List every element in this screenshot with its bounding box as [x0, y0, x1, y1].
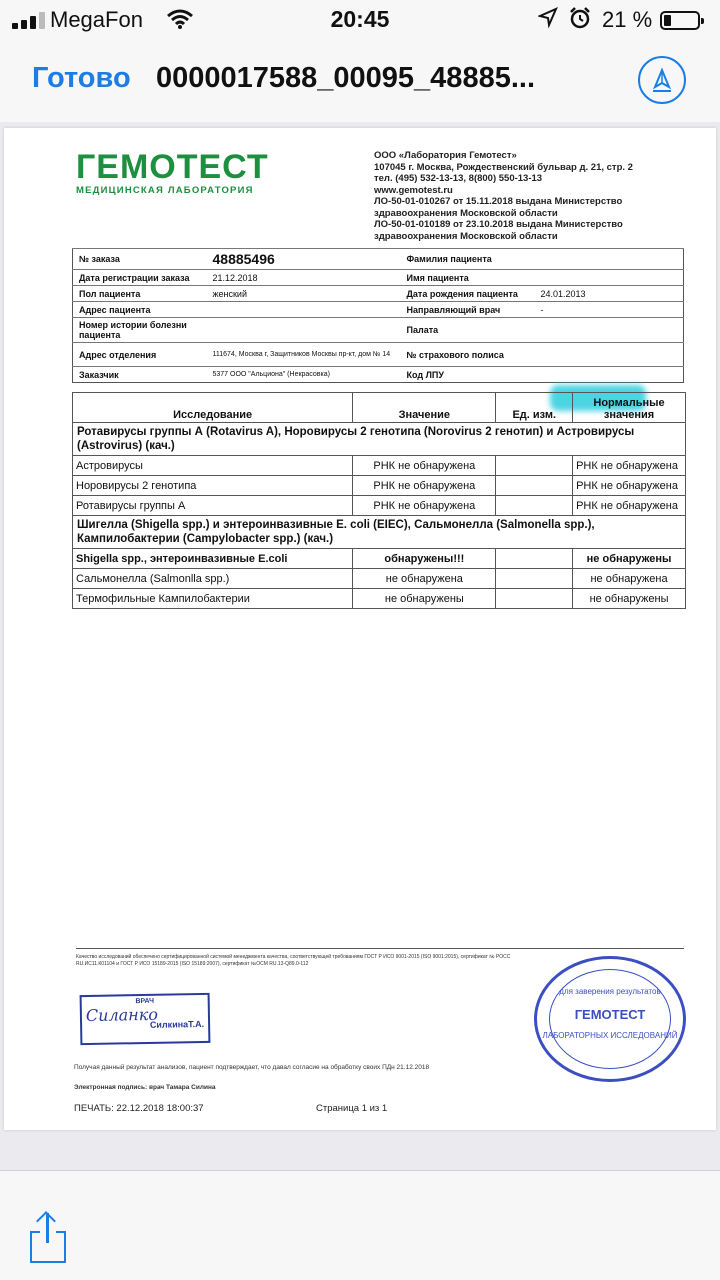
table-row — [73, 589, 686, 609]
study-unit — [496, 456, 573, 476]
sex-value: женский — [207, 286, 401, 302]
table-row — [73, 476, 686, 496]
lab-info-line: 107045 г. Москва, Рождественский бульвар д. 21, стр. 2 — [374, 161, 633, 173]
lab-info-line: ООО «Лаборатория Гемотест» — [374, 150, 517, 161]
lab-info-line: www.gemotest.ru — [374, 184, 453, 196]
study-value: РНК не обнаружена — [353, 456, 496, 476]
lab-logo — [76, 148, 269, 196]
consent-note: Получая данный результат анализов, пациент подтверждает, что давал согласие на обработку своих ПДн 21.12.2018 — [74, 1064, 430, 1071]
patient-info-table — [72, 248, 684, 383]
address-label: Адрес пациента — [73, 302, 207, 318]
study-normal: РНК не обнаружена — [573, 456, 686, 476]
ward-value — [535, 318, 684, 343]
dept-address-label: Адрес отделения — [73, 343, 207, 367]
ward-label: Палата — [401, 318, 535, 343]
study-value: обнаружены!!! — [353, 549, 496, 569]
study-normal: не обнаружена — [573, 569, 686, 589]
study-unit — [496, 569, 573, 589]
study-normal: не обнаружены — [573, 549, 686, 569]
quality-note: Качество исследований обеспечено сертифицированной системой менеджмента качества, соответствующей требованиям ГОСТ Р ИСО 9001-2015 (ISO 9001:2015), сертификат № РОСС RU.ИС11.К01104 и ГОСТ Р ИСО 15189-2015 (ISO 15189:2007), сертификат №ОСМ RU.13-Q89.0-112 — [76, 954, 511, 967]
address-value — [207, 302, 401, 318]
study-name: Сальмонелла (Salmonlla spp.) — [73, 569, 353, 589]
logo-subtitle: МЕДИЦИНСКАЯ ЛАБОРАТОРИЯ — [76, 185, 254, 196]
dob-value: 24.01.2013 — [535, 286, 684, 302]
table-row — [73, 456, 686, 476]
lab-info — [374, 150, 704, 242]
sex-label: Пол пациента — [73, 286, 207, 302]
signature-doctor-label: ВРАЧ — [135, 997, 155, 1006]
lab-info-line: здравоохранения Московской области — [374, 207, 558, 219]
reg-date-value: 21.12.2018 — [207, 270, 401, 286]
study-normal: РНК не обнаружена — [573, 476, 686, 496]
surname-label: Фамилия пациента — [401, 249, 535, 270]
study-value: РНК не обнаружена — [353, 476, 496, 496]
table-row — [73, 496, 686, 516]
electronic-signature: Электронная подпись: врач Тамара Силина — [74, 1084, 216, 1091]
policy-label: № страхового полиса — [401, 343, 535, 367]
table-row — [73, 569, 686, 589]
navigation-bar — [0, 40, 720, 122]
signature-name: СилкинаТ.А. — [149, 1018, 205, 1030]
customer-label: Заказчик — [73, 367, 207, 383]
document-title: 0000017588_00095_48885... — [156, 62, 535, 94]
header-unit: Ед. изм. — [496, 393, 573, 423]
battery-icon — [660, 11, 700, 30]
lpu-label: Код ЛПУ — [401, 367, 535, 383]
customer-value: 5377 ООО "Альциона" (Некрасовка) — [207, 367, 401, 383]
header-study: Исследование — [73, 393, 353, 423]
stamp-bottom-text: ЛАБОРАТОРНЫХ ИССЛЕДОВАНИЙ — [542, 1031, 678, 1040]
doctor-signature-stamp — [80, 993, 211, 1045]
group-title: Шигелла (Shigella spp.) и энтероинвазивные E. coli (EIEC), Сальмонелла (Salmonella spp.), Кампилобактерии (Campylobacter spp.) (кач.) — [73, 516, 686, 549]
location-icon — [538, 6, 558, 34]
ref-doctor-value: - — [535, 302, 684, 318]
header-normal: Нормальные значения — [573, 393, 686, 423]
study-unit — [496, 496, 573, 516]
results-table — [72, 392, 686, 609]
study-normal: не обнаружены — [573, 589, 686, 609]
document-page — [4, 128, 716, 1130]
alarm-icon — [568, 6, 592, 36]
study-normal: РНК не обнаружена — [573, 496, 686, 516]
name-value — [535, 270, 684, 286]
lab-info-line: тел. (495) 532-13-13, 8(800) 550-13-13 — [374, 173, 543, 184]
name-label: Имя пациента — [401, 270, 535, 286]
bottom-toolbar — [0, 1170, 720, 1280]
study-unit — [496, 476, 573, 496]
study-name: Ротавирусы группы А — [73, 496, 353, 516]
history-value — [207, 318, 401, 343]
table-row — [73, 549, 686, 569]
history-label: Номер истории болезни пациента — [73, 318, 207, 343]
policy-value — [535, 343, 684, 367]
status-time: 20:45 — [330, 6, 390, 32]
lpu-value — [535, 367, 684, 383]
order-number: 48885496 — [207, 249, 401, 270]
stamp-brand: ГЕМОТЕСТ — [574, 1007, 646, 1022]
study-value: не обнаружены — [353, 589, 496, 609]
markup-pen-icon[interactable] — [638, 56, 686, 104]
dept-address-value: 111674, Москва г, Защитников Москвы пр-кт, дом № 14 — [207, 343, 401, 367]
lab-info-line: ЛО-50-01-010189 от 23.10.2018 выдана Министерство — [374, 219, 623, 230]
study-value: не обнаружена — [353, 569, 496, 589]
share-icon[interactable] — [26, 1213, 70, 1263]
page-number: Страница 1 из 1 — [316, 1103, 388, 1114]
study-value: РНК не обнаружена — [353, 496, 496, 516]
group-title: Ротавирусы группы А (Rotavirus A), Норовирусы 2 генотипа (Norovirus 2 генотип) и Астровирусы (Astrovirus) (кач.) — [73, 423, 686, 456]
lab-seal-stamp — [534, 956, 686, 1082]
study-name: Термофильные Кампилобактерии — [73, 589, 353, 609]
lab-info-line: ЛО-50-01-010267 от 15.11.2018 выдана Министерство — [374, 196, 623, 207]
study-name: Норовирусы 2 генотипа — [73, 476, 353, 496]
reg-date-label: Дата регистрации заказа — [73, 270, 207, 286]
stamp-top-text: для заверения результатов — [559, 987, 661, 996]
study-unit — [496, 549, 573, 569]
surname-value — [535, 249, 684, 270]
ref-doctor-label: Направляющий врач — [401, 302, 535, 318]
footer-divider — [76, 948, 684, 949]
lab-info-line: здравоохранения Московской области — [374, 230, 558, 242]
logo-text: ГЕМОТЕСТ — [76, 148, 269, 186]
study-name: Shigella spp., энтероинвазивные E.coli — [73, 549, 353, 569]
signature-handwriting: Силанко — [85, 1004, 159, 1026]
battery-percent: 21 % — [602, 7, 653, 32]
study-name: Астровирусы — [73, 456, 353, 476]
header-value: Значение — [353, 393, 496, 423]
carrier-name: MegaFon — [50, 7, 143, 32]
print-date: ПЕЧАТЬ: 22.12.2018 18:00:37 — [74, 1103, 204, 1114]
done-button[interactable]: Готово — [32, 62, 131, 94]
order-label: № заказа — [73, 249, 207, 270]
status-bar — [0, 0, 720, 40]
dob-label: Дата рождения пациента — [401, 286, 535, 302]
study-unit — [496, 589, 573, 609]
